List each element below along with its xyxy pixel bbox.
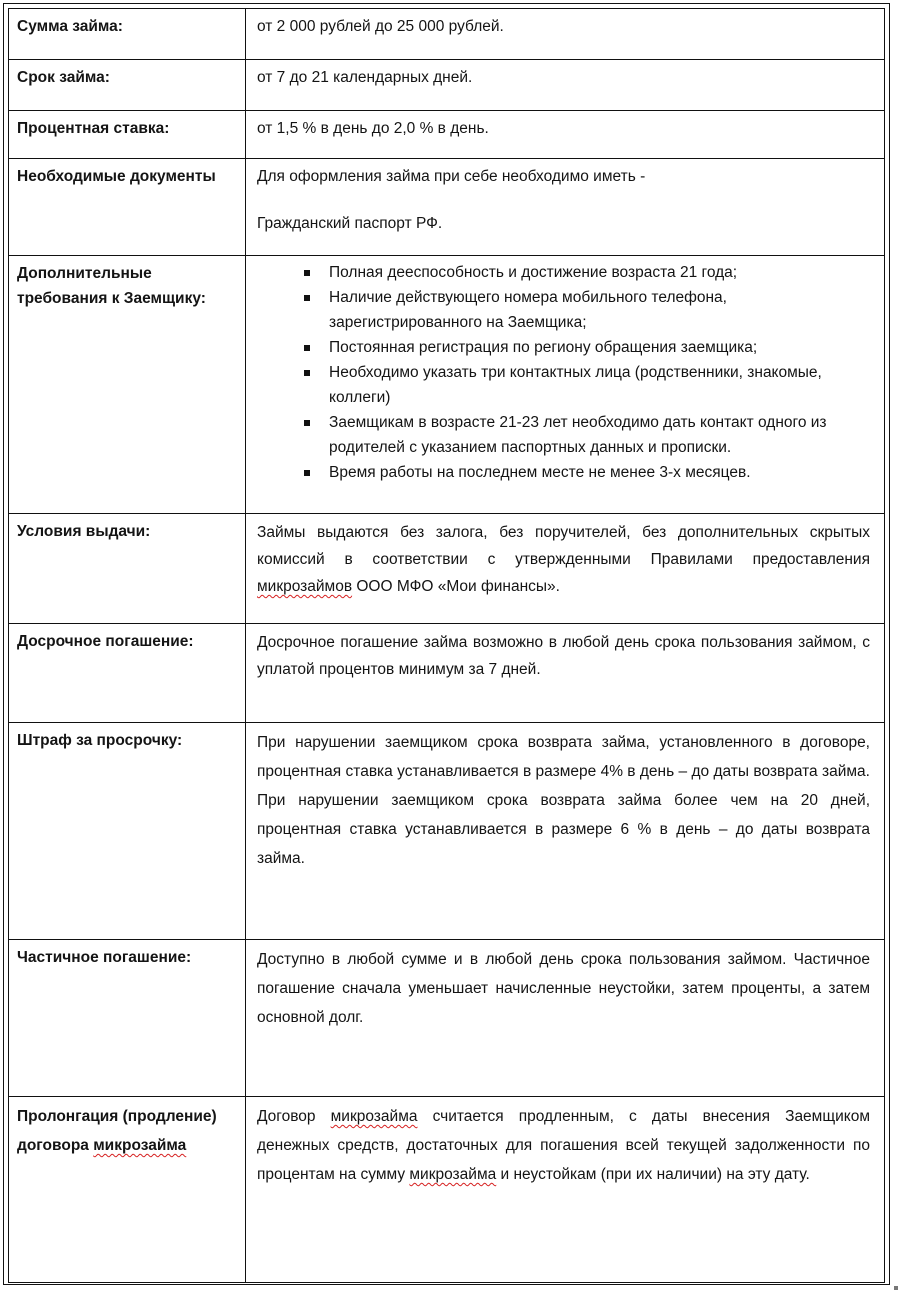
table-row-loan-term xyxy=(9,60,885,111)
row-label: Штраф за просрочку: xyxy=(9,723,246,940)
row-value xyxy=(246,514,885,624)
row-value: от 2 000 рублей до 25 000 рублей. xyxy=(246,9,885,60)
row-value xyxy=(246,1097,885,1283)
row-label: Дополнительные требования к Заемщику: xyxy=(9,256,246,514)
list-item: Необходимо указать три контактных лица (родственники, знакомые, коллеги) xyxy=(304,360,870,410)
documents-intro: Для оформления займа при себе необходимо иметь - xyxy=(257,168,646,185)
table-row-required-documents xyxy=(9,159,885,256)
row-value: от 1,5 % в день до 2,0 % в день. xyxy=(246,111,885,159)
row-label: Срок займа: xyxy=(9,60,246,111)
row-value: от 7 до 21 календарных дней. xyxy=(246,60,885,111)
documents-passport: Гражданский паспорт РФ. xyxy=(257,215,443,232)
row-value: Досрочное погашение займа возможно в любой день срока пользования займом, с уплатой процентов минимум за 7 дней. xyxy=(246,624,885,723)
prolongation-text: Договор xyxy=(257,1108,331,1125)
row-value xyxy=(246,256,885,514)
table-row-loan-amount xyxy=(9,9,885,60)
list-item: Время работы на последнем месте не менее 3-х месяцев. xyxy=(304,460,870,485)
row-label xyxy=(9,159,246,256)
row-label: Частичное погашение: xyxy=(9,940,246,1097)
row-label: Процентная ставка: xyxy=(9,111,246,159)
spellcheck-word: микрозаймов xyxy=(257,578,353,595)
spellcheck-word: микрозайма xyxy=(330,1108,418,1125)
conditions-text-end: ООО МФО «Мои финансы». xyxy=(352,578,560,595)
prolongation-text: и неустойкам (при их наличии) на эту дату. xyxy=(496,1166,810,1183)
list-item: Постоянная регистрация по региону обращения заемщика; xyxy=(304,335,870,360)
row-value xyxy=(246,159,885,256)
row-label xyxy=(9,1097,246,1283)
requirements-list xyxy=(257,260,870,485)
table-row-early-repayment xyxy=(9,624,885,723)
loan-terms-table xyxy=(8,8,885,1283)
page-corner-mark xyxy=(894,1286,898,1290)
prolongation-text: считается продленным, с даты внесения Заемщиком денежных средств, достаточных для погашения всей текущей задолженности по процентам на сумму xyxy=(257,1108,870,1183)
row-value: При нарушении заемщиком срока возврата займа, установленного в договоре, процентная ставка устанавливается в размере 4% в день – до даты возврата займа. При нарушении заемщиком срока возврата займа более чем на 20 дней, процентная ставка устанавливается в размере 6 % в день – до даты возврата займа. xyxy=(246,723,885,940)
conditions-text: Займы выдаются без залога, без поручителей, без дополнительных скрытых комиссий в соответствии с утвержденными Правилами предоставления xyxy=(257,524,870,568)
table-row-late-penalty xyxy=(9,723,885,940)
row-label: Сумма займа: xyxy=(9,9,246,60)
row-label-text: Необходимые документы xyxy=(17,168,216,185)
spellcheck-word: микрозайма xyxy=(409,1166,497,1183)
prolongation-label-text: Пролонгация (продление) договора xyxy=(17,1108,217,1154)
row-label: Досрочное погашение: xyxy=(9,624,246,723)
table-row-prolongation xyxy=(9,1097,885,1283)
row-label: Условия выдачи: xyxy=(9,514,246,624)
table-row-issue-conditions xyxy=(9,514,885,624)
list-item: Наличие действующего номера мобильного телефона, зарегистрированного на Заемщика; xyxy=(304,285,870,335)
row-value: Доступно в любой сумме и в любой день срока пользования займом. Частичное погашение сначала уменьшает начисленные неустойки, затем проценты, а затем основной долг. xyxy=(246,940,885,1097)
table-row-interest-rate xyxy=(9,111,885,159)
table-row-additional-requirements xyxy=(9,256,885,514)
table-row-partial-repayment xyxy=(9,940,885,1097)
list-item: Полная дееспособность и достижение возраста 21 года; xyxy=(304,260,870,285)
spellcheck-word: микрозайма xyxy=(93,1137,187,1154)
list-item: Заемщикам в возрасте 21-23 лет необходимо дать контакт одного из родителей с указанием паспортных данных и прописки. xyxy=(304,410,870,460)
